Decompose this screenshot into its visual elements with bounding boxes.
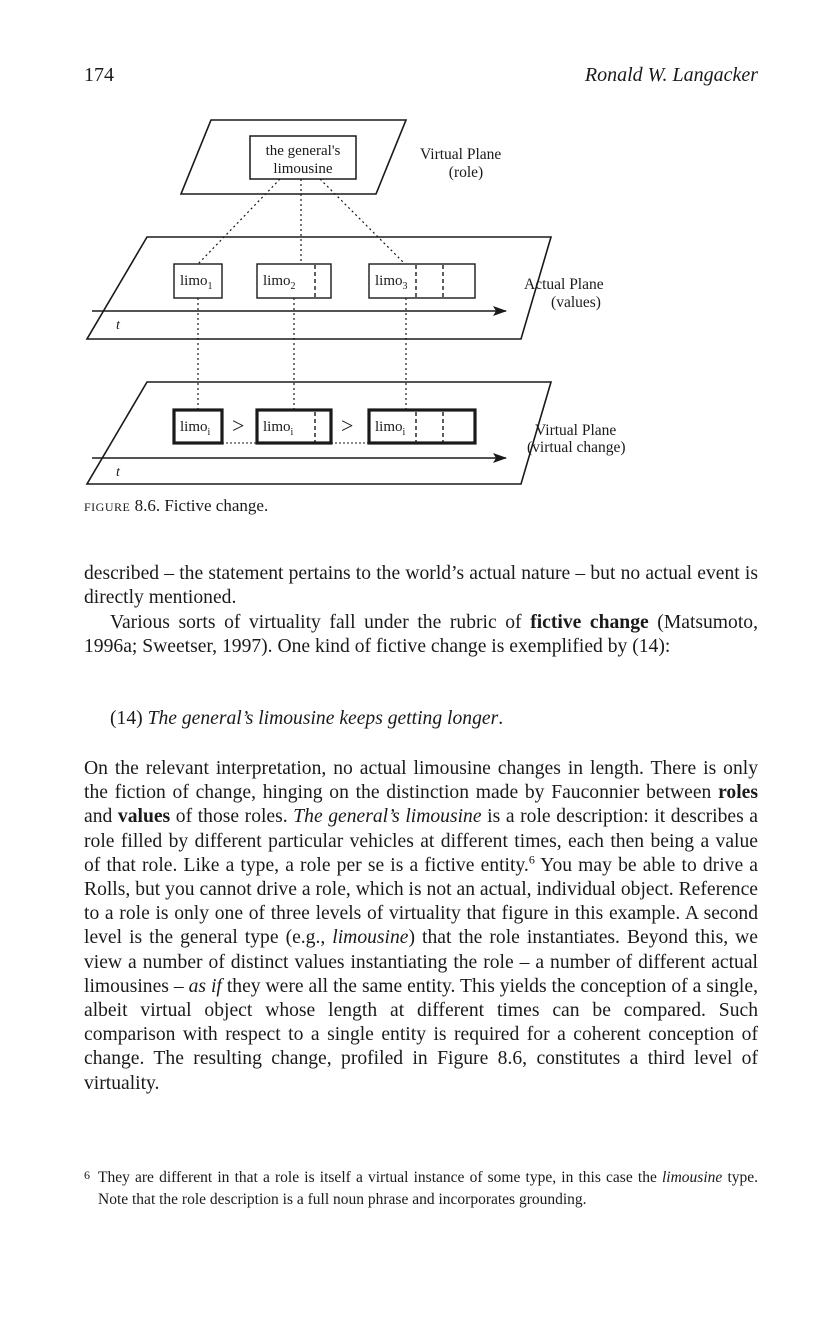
- figure-8-6-diagram: [80, 112, 680, 492]
- example-sentence: The general’s limousine keeps getting longer: [147, 708, 499, 729]
- term-values: values: [117, 806, 171, 828]
- role-plane-label-1: Virtual Plane: [420, 146, 502, 163]
- example-14: (14) The general’s limousine keeps getting longer.: [110, 708, 504, 729]
- caption-text: Fictive change.: [164, 496, 269, 515]
- projection-line-1: [198, 179, 280, 264]
- greater-than-1: >: [232, 413, 245, 438]
- role-plane-label-2: (role): [448, 164, 484, 181]
- footnote-6: [84, 1167, 758, 1211]
- virtual-change-label-2: (virtual change): [527, 439, 626, 456]
- greater-than-2: >: [341, 413, 354, 438]
- caption-label: figure: [84, 496, 131, 515]
- term-roles: roles: [718, 782, 758, 804]
- virtual-limo-3-label: limo$_i$: [375, 419, 406, 438]
- footnote-mark: 6: [84, 1168, 90, 1182]
- virtual-limo-2-label: limo$_i$: [263, 419, 294, 438]
- example-number: (14): [110, 708, 143, 729]
- actual-limo-1-label: limo$_1$: [180, 273, 213, 292]
- figure-caption: [84, 496, 268, 516]
- actual-plane-label-2: (values): [551, 294, 601, 311]
- running-head-author: Ronald W. Langacker: [584, 64, 758, 86]
- term-fictive-change: fictive change: [530, 612, 649, 633]
- paragraph-1: described – the statement pertains to the world’s actual nature – but no actual event is directly mentioned.: [84, 563, 758, 609]
- footnote-text: They are different in that a role is itself a virtual instance of some type, in this case the limousine type. Note that the role description is a full noun phrase and incorporates grounding.: [98, 1169, 759, 1208]
- running-header: [84, 64, 758, 94]
- footnote-reference[interactable]: 6: [528, 852, 535, 867]
- actual-limo-3-label: limo$_3$: [375, 273, 408, 292]
- virtual-time-label: t: [116, 465, 120, 480]
- paragraph-2: Various sorts of virtuality fall under the rubric of fictive change (Matsumoto, 1996a; Sweetser, 1997). One kind of fictive change is exemplified by (14):: [84, 612, 758, 658]
- actual-plane-label-1: Actual Plane: [524, 276, 604, 293]
- role-box-line2: limousine: [273, 161, 333, 177]
- caption-number: 8.6.: [134, 496, 161, 515]
- projection-line-3: [320, 179, 405, 264]
- paragraph-3: On the relevant interpretation, no actual limousine changes in length. There is only the fiction of change, hinging on the distinction made by Fauconnier between roles and values of those roles. The general’s limousine is a role description: it describes a role filled by different particular vehicles at different times, each then being a value of that role. Like a type, a role per se is a fictive entity.$^6$ You may be able to drive a Rolls, but you cannot drive a role, which is not an actual, individual object. Reference to a role is only one of three levels of virtuality that figure in this example. A second level is the general type (e.g., limousine) that the role instantiates. Beyond this, we view a number of distinct values instantiating the role – a number of different actual limousines – as if they were all the same entity. This yields the conception of a single, albeit virtual object whose length at different times can be compared. Such comparison with respect to a single entity is required for a coherent conception of change. The resulting change, profiled in Figure 8.6, constitutes a third level of virtuality.: [84, 758, 759, 1094]
- actual-time-label: t: [116, 318, 120, 333]
- virtual-limo-1-label: limo$_i$: [180, 419, 211, 438]
- page-number: 174: [84, 64, 114, 86]
- role-box-line1: the general's: [265, 143, 341, 159]
- virtual-change-label-1: Virtual Plane: [535, 422, 617, 439]
- actual-limo-2-label: limo$_2$: [263, 273, 296, 292]
